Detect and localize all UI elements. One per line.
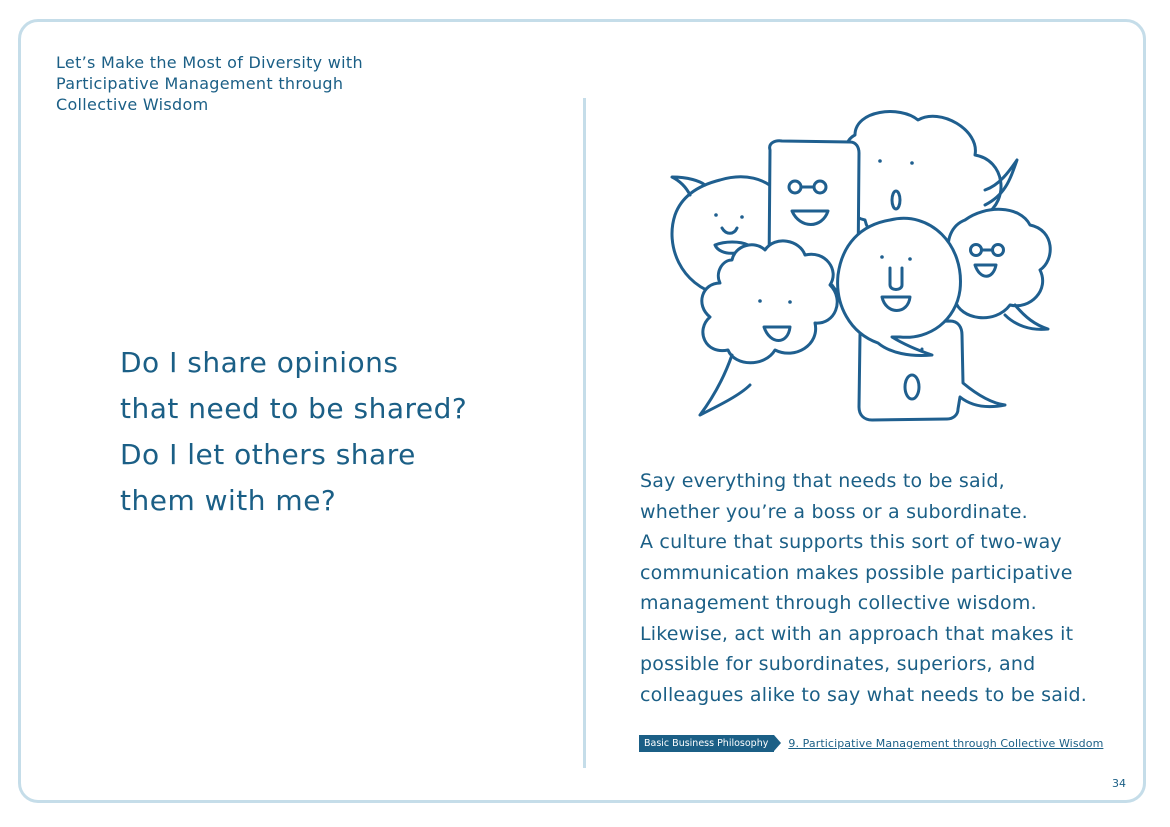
body-line: management through collective wisdom. (640, 592, 1037, 614)
body-line: Say everything that needs to be said, (640, 470, 1005, 492)
body-line: communication makes possible participative (640, 561, 1073, 584)
body-line: A culture that supports this sort of two-way (640, 531, 1062, 553)
reference-row (639, 735, 1103, 752)
question-line: Do I let others share (120, 438, 416, 471)
vertical-divider (583, 98, 586, 768)
body-line: possible for subordinates, superiors, and (640, 653, 1036, 675)
title-line: Collective Wisdom (56, 95, 209, 114)
reference-link[interactable]: 9. Participative Management through Collective Wisdom (788, 737, 1104, 750)
body-line: colleagues alike to say what needs to be said. (640, 683, 1088, 706)
body-line: Likewise, act with an approach that makes it (640, 622, 1074, 645)
question-line: them with me? (120, 484, 337, 517)
question-line: that need to be shared? (120, 392, 468, 425)
body-paragraph (640, 466, 1087, 710)
page-number: 34 (1112, 777, 1126, 790)
question-line: Do I share opinions (120, 346, 399, 379)
reference-tag: Basic Business Philosophy (639, 735, 774, 752)
title-line: Let’s Make the Most of Diversity with (56, 53, 363, 72)
key-question (120, 340, 467, 524)
speech-bubbles-illustration (660, 105, 1060, 430)
cloud-bubble-front-icon (700, 241, 837, 415)
title-line: Participative Management through (56, 74, 344, 93)
page-title (56, 52, 416, 115)
body-line: whether you’re a boss or a subordinate. (640, 500, 1028, 523)
